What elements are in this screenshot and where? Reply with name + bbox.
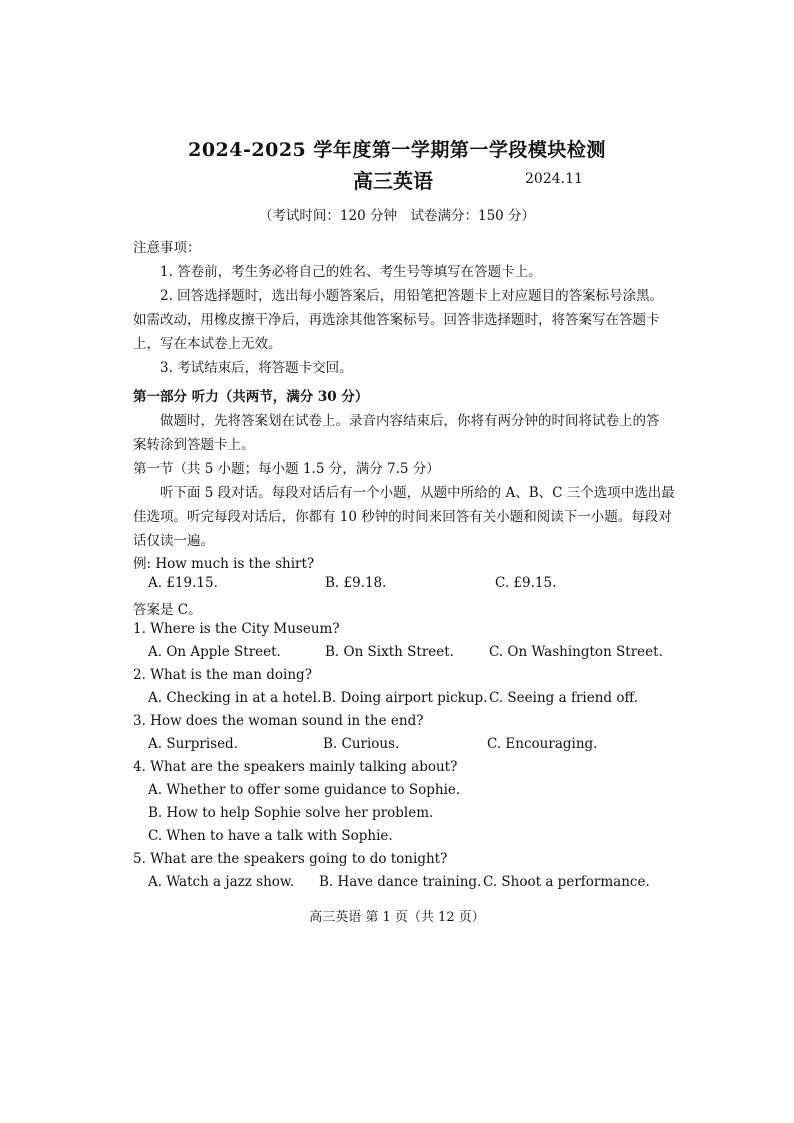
q2-option-b: B. Doing airport pickup. (322, 690, 488, 706)
part1-intro-line-2: 案转涂到答题卡上。 (133, 437, 255, 453)
part1-intro-line-1: 做题时，先将答案划在试卷上。录音内容结束后，你将有两分钟的时间将试卷上的答 (160, 413, 660, 429)
exam-info: （考试时间：120 分钟 试卷满分：150 分） (258, 208, 536, 224)
q2-option-a: A. Checking in at a hotel. (148, 690, 322, 706)
example-option-b: B. £9.18. (325, 575, 387, 591)
notice-item-3: 3. 考试结束后，将答题卡交回。 (160, 360, 353, 376)
q1-option-a: A. On Apple Street. (148, 644, 281, 660)
question-1: 1. Where is the City Museum? (133, 621, 340, 637)
question-5: 5. What are the speakers going to do tonight? (133, 851, 448, 867)
part1-heading: 第一部分 听力（共两节，满分 30 分） (133, 389, 369, 405)
q4-option-c: C. When to have a talk with Sophie. (148, 828, 393, 844)
question-3: 3. How does the woman sound in the end? (133, 713, 424, 729)
q1-option-c: C. On Washington Street. (489, 644, 663, 660)
question-4: 4. What are the speakers mainly talking about? (133, 759, 458, 775)
notice-item-2-line-1: 2. 回答选择题时，选出每小题答案后，用铅笔把答题卡上对应题目的答案标号涂黑。 (160, 288, 664, 304)
q3-option-c: C. Encouraging. (487, 736, 598, 752)
notice-item-1: 1. 答卷前，考生务必将自己的姓名、考生号等填写在答题卡上。 (160, 264, 542, 280)
q3-option-b: B. Curious. (323, 736, 400, 752)
q5-option-c: C. Shoot a performance. (483, 874, 650, 890)
example-option-c: C. £9.15. (495, 575, 557, 591)
section1-line-3: 话仅读一遍。 (133, 533, 214, 549)
example-option-a: A. £19.15. (148, 575, 218, 591)
notice-item-2-line-2: 如需改动，用橡皮擦干净后，再选涂其他答案标号。回答非选择题时，将答案写在答题卡 (133, 312, 660, 328)
question-2: 2. What is the man doing? (133, 667, 312, 683)
q4-option-b: B. How to help Sophie solve her problem. (148, 805, 434, 821)
section1-heading: 第一节（共 5 小题；每小题 1.5 分，满分 7.5 分） (133, 461, 440, 477)
q5-option-b: B. Have dance training. (319, 874, 482, 890)
page-footer: 高三英语 第 1 页（共 12 页） (309, 910, 485, 925)
example-answer: 答案是 C。 (133, 602, 202, 618)
section1-line-2: 佳选项。听完每段对话后，你都有 10 秒钟的时间来回答有关小题和阅读下一小题。每段对 (133, 509, 672, 525)
subject-title: 高三英语 (353, 169, 433, 193)
section1-line-1: 听下面 5 段对话。每段对话后有一个小题，从题中所给的 A、B、C 三个选项中选出最 (160, 485, 675, 501)
exam-date: 2024.11 (525, 171, 583, 187)
example-question: 例: How much is the shirt? (133, 556, 315, 572)
q2-option-c: C. Seeing a friend off. (489, 690, 638, 706)
q5-option-a: A. Watch a jazz show. (148, 874, 295, 890)
notice-item-2-line-3: 上，写在本试卷上无效。 (133, 336, 282, 352)
exam-title: 2024-2025 学年度第一学期第一学段模块检测 (188, 139, 606, 161)
q1-option-b: B. On Sixth Street. (325, 644, 454, 660)
q4-option-a: A. Whether to offer some guidance to Sophie. (148, 782, 461, 798)
q3-option-a: A. Surprised. (148, 736, 238, 752)
notice-heading: 注意事项： (133, 240, 201, 256)
